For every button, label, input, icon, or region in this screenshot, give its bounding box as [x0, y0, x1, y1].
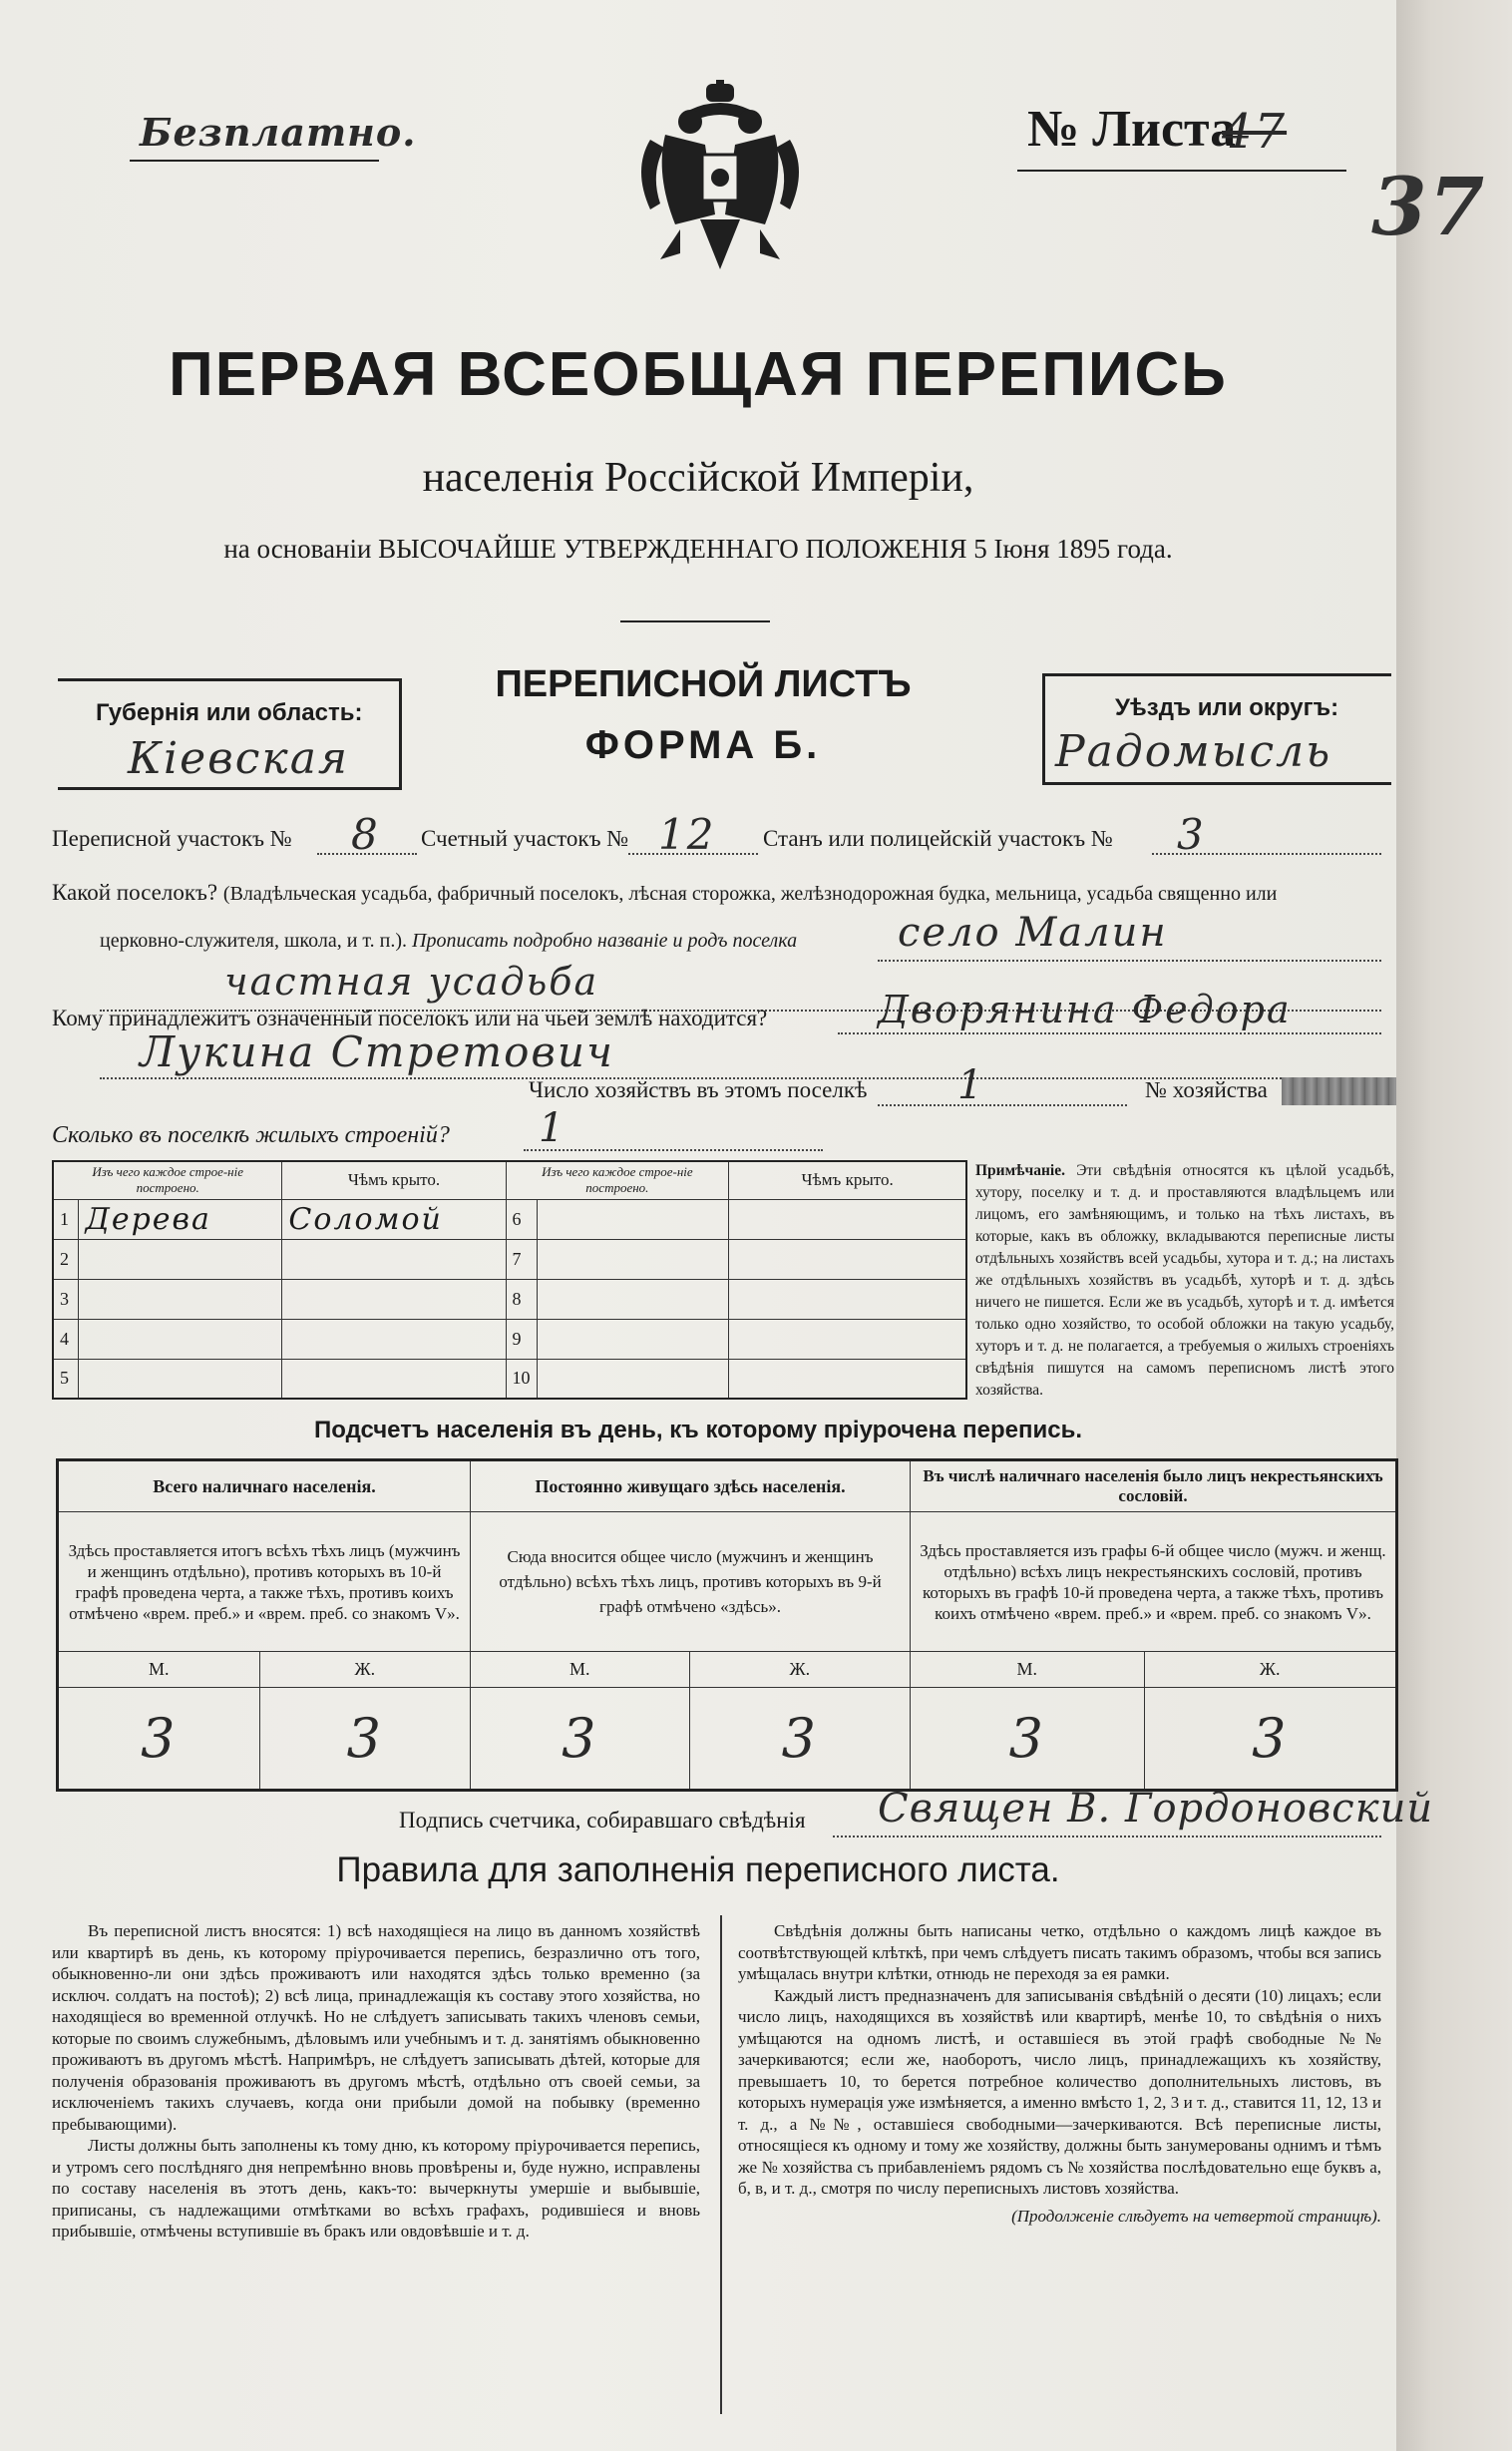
buildings-roof — [282, 1359, 506, 1399]
tally-f-header: Ж. — [1144, 1652, 1397, 1688]
rules-right-paragraph: Свѣдѣнія должны быть написаны четко, отдѣльно о каждомъ лицѣ каждое въ соотвѣтствующей клѣткѣ, при чемъ слѣдуетъ писать такимъ образомъ, чтобы вся запись умѣщалась внутри клѣтки, отнюдь не переходя за ея рамки. — [738, 1921, 1381, 1983]
buildings-row-number: 5 — [53, 1359, 79, 1399]
buildings-roof — [282, 1239, 506, 1279]
sheet-number-underline — [1017, 170, 1346, 172]
rules-left-column — [52, 1920, 700, 2243]
buildings-row-number: 4 — [53, 1319, 79, 1359]
district-box — [1042, 673, 1391, 785]
buildings-row-number: 10 — [506, 1359, 537, 1399]
province-box — [58, 678, 402, 790]
buildings-row — [53, 1359, 966, 1399]
buildings-value: 1 — [539, 1105, 567, 1151]
free-underline — [130, 160, 379, 162]
tally-col1-title: Всего наличнаго населенія. — [58, 1460, 471, 1512]
buildings-row-number: 8 — [506, 1279, 537, 1319]
col-material-header: Изъ чего каждое строе-ніе построено. — [53, 1161, 282, 1199]
households-value: 1 — [957, 1062, 985, 1108]
tally-value: 3 — [471, 1688, 689, 1791]
tally-value: 3 — [689, 1688, 910, 1791]
buildings-roof — [729, 1199, 966, 1239]
settlement-question: Какой поселокъ? (Владѣльческая усадьба, фабричный поселокъ, лѣсная сторожка, желѣзнодорожная будка, мельница, усадьба священно или — [52, 880, 1278, 905]
rules-right-column — [738, 1920, 1381, 2227]
tally-col2-desc: Сюда вносится общее число (мужчинъ и женщинъ отдѣльно) всѣхъ тѣхъ лицъ, противъ которыхъ въ 9-й графѣ отмѣчено «здѣсь». — [471, 1512, 911, 1652]
corner-note: 37 — [1371, 160, 1487, 253]
buildings-material — [537, 1279, 729, 1319]
buildings-material: Дерева — [79, 1199, 282, 1239]
district-label: Уѣздъ или округъ: — [1115, 694, 1339, 721]
settlement-hint: церковно-служителя, школа, и т. п.). Прописать подробно названіе и родъ поселка — [100, 930, 798, 952]
buildings-row-number: 1 — [53, 1199, 79, 1239]
buildings-row — [53, 1279, 966, 1319]
sheet-title: ПЕРЕПИСНОЙ ЛИСТЪ — [495, 663, 912, 705]
rules-right-paragraph: Каждый листъ предназначенъ для записыванія свѣдѣній о десяти (10) лицахъ; если число лицъ, находящихся въ хозяйствѣ или квартирѣ, менѣе 10, то свѣдѣнія о нихъ умѣщаются на одномъ листѣ, и оставшіеся въ этой графѣ свободные №№ зачеркиваются; если же, наоборотъ, число лицъ, принадлежащихъ къ хозяйству, превышаетъ 10, то берется потребное количество дополнительныхъ листовъ, въ которыхъ нумерація уже измѣняется, а именно вмѣсто 1, 2, 3 и т. д., ставится 11, 12, 13 и т. д., а №№, оставшіеся свободными—зачеркиваются. Всѣ переписные листы, относящіеся къ одному и тому же хозяйству, должны быть занумерованы однимъ и тѣмъ же № хозяйства съ прибавленіемъ рядомъ съ № хозяйства послѣдовательно еще буквъ а, б, в, и т. д., смотря по числу переписныхъ листовъ хозяйства. — [738, 1985, 1381, 2198]
tally-heading: Подсчетъ населенія въ день, къ которому пріурочена перепись. — [314, 1417, 1082, 1443]
buildings-roof — [729, 1319, 966, 1359]
buildings-material — [79, 1319, 282, 1359]
rules-left-paragraph: Въ переписной листъ вносятся: 1) всѣ находящіеся на лицо въ данномъ хозяйствѣ или квартирѣ въ день, къ которому пріурочивается перепись, безразлично отъ того, обыкновенно-ли они здѣсь проживаютъ или находятся здѣсь только временно (за исключ. солдатъ на постоѣ); 2) всѣ лица, принадлежащія къ составу этого хозяйства, но находящіеся во временной отлучкѣ. Но не слѣдуетъ записывать такихъ членовъ семьи, которые по своимъ служебнымъ, дѣловымъ или учебнымъ и т. д. занятіямъ обыкновенно проживаютъ въ другомъ мѣстѣ. Напримѣръ, не слѣдуетъ записывать дѣтей, которые для полученія образованія проживаютъ въ другомъ мѣстѣ, отдѣльно отъ своей семьи, за исключеніемъ такихъ случаевъ, когда они прибыли домой на побывку (временно пребывающими). — [52, 1921, 700, 2134]
buildings-material — [537, 1239, 729, 1279]
camp-value: 3 — [1177, 810, 1206, 859]
sheet-form: ФОРМА Б. — [584, 723, 822, 767]
tally-col3-title: Въ числѣ наличнаго населенія было лицъ некрестьянскихъ сословій. — [911, 1460, 1397, 1512]
buildings-label: Сколько въ поселкѣ жилыхъ строеній? — [52, 1122, 450, 1148]
buildings-row-number: 9 — [506, 1319, 537, 1359]
note — [975, 1160, 1394, 1402]
divider — [620, 620, 770, 622]
note-heading: Примѣчаніе. — [975, 1162, 1065, 1179]
buildings-material — [537, 1199, 729, 1239]
buildings-row — [53, 1199, 966, 1239]
tally-value: 3 — [259, 1688, 471, 1791]
page-edge — [1396, 0, 1512, 2451]
sheet-number-value: 47 — [1222, 104, 1288, 160]
district-value: Радомысль — [1055, 726, 1332, 777]
camp-label: Станъ или полицейскій участокъ № — [763, 826, 1113, 851]
buildings-row-number: 2 — [53, 1239, 79, 1279]
settlement-value-2: частная усадьба — [224, 960, 599, 1004]
buildings-row-number: 3 — [53, 1279, 79, 1319]
sheet-number-label: № Листа — [1027, 101, 1237, 158]
buildings-roof — [729, 1279, 966, 1319]
rules-continued: (Продолженіе слѣдуетъ на четвертой страницѣ). — [1011, 2206, 1381, 2226]
note-text: Эти свѣдѣнія относятся къ цѣлой усадьбѣ, хутору, поселку и т. д. и проставляются владѣльцемъ или лицомъ, его замѣняющимъ, и только на тѣхъ листахъ, въ которые, какъ въ обложку, вкладываются переписные листы отдѣльныхъ хозяйствъ всей усадьбы, хутора и т. д.; на листахъ же отдѣльныхъ хозяйствъ въ усадьбѣ, хуторѣ и т. д. здѣсь ничего не пишется. Если же въ усадьбѣ, хуторѣ и т. д. имѣется только одно хозяйство, то особой обложки на такую усадьбу, хуторъ и т. д. не полагается, а требуемыя о жилыхъ строеніяхъ свѣдѣнія пишутся на самомъ переписномъ листѣ этого хозяйства. — [975, 1162, 1394, 1399]
buildings-row-number: 6 — [506, 1199, 537, 1239]
buildings-row — [53, 1239, 966, 1279]
buildings-material — [79, 1359, 282, 1399]
col-roof-header: Чѣмъ крыто. — [282, 1161, 506, 1199]
province-value: Кіевская — [128, 733, 350, 784]
rules-left-paragraph: Листы должны быть заполнены къ тому дню, къ которому пріурочивается перепись, и утромъ сего послѣдняго дня непремѣнно вновь провѣрены и, буде нужно, исправлены по составу населенія въ этотъ день, какъ-то: вычеркнуты умершіе и выбывшіе, приписаны, съ надлежащими отмѣтками во всѣхъ графахъ, родившіеся и вновь прибывшіе, отмѣчены вступившіе въ бракъ или овдовѣвшіе и т. д. — [52, 2136, 700, 2241]
buildings-roof — [729, 1239, 966, 1279]
household-number-label: № хозяйства — [1145, 1077, 1268, 1102]
tally-col3-desc: Здѣсь проставляется изъ графы 6-й общее число (мужч. и женщ. отдѣльно) всѣхъ лицъ некрестьянскихъ сословій, противъ которыхъ въ графѣ 10-й проведена черта, а также тѣхъ, противъ коихъ отмѣчено «врем. преб.» и «врем. преб. со знакомъ V». — [911, 1512, 1397, 1652]
tally-col1-desc: Здѣсь проставляется итогъ всѣхъ тѣхъ лицъ (мужчинъ и женщинъ отдѣльно), противъ которыхъ въ 10-й графѣ проведена черта, а также тѣхъ, противъ коихъ отмѣчено «врем. преб.» и «врем. преб. со знакомъ V». — [58, 1512, 471, 1652]
tally-m-header: М. — [58, 1652, 260, 1688]
signature-value: Священ В. Гордоновский — [878, 1786, 1434, 1832]
col-material-header-2: Изъ чего каждое строе-ніе построено. — [506, 1161, 729, 1199]
tally-m-header: М. — [471, 1652, 689, 1688]
households-label: Число хозяйствъ въ этомъ поселкѣ — [529, 1077, 868, 1102]
buildings-roof — [282, 1279, 506, 1319]
owner-label: Кому принадлежитъ означенный поселокъ или на чьей землѣ находится? — [52, 1006, 768, 1030]
buildings-material — [79, 1279, 282, 1319]
owner-value-2: Лукина Стретович — [140, 1027, 615, 1076]
tally-f-header: Ж. — [259, 1652, 471, 1688]
household-number-redacted — [1282, 1077, 1396, 1105]
document-basis: на основаніи ВЫСОЧАЙШЕ УТВЕРЖДЕННАГО ПОЛОЖЕНІЯ 5 Іюня 1895 года. — [223, 534, 1173, 564]
tally-col2-title: Постоянно живущаго здѣсь населенія. — [471, 1460, 911, 1512]
owner-value-1: Дворянина Федора — [878, 988, 1292, 1031]
document-title: ПЕРВАЯ ВСЕОБЩАЯ ПЕРЕПИСЬ — [169, 340, 1228, 409]
imperial-eagle-icon — [620, 80, 820, 279]
buildings-row-number: 7 — [506, 1239, 537, 1279]
province-label: Губернія или область: — [96, 699, 363, 726]
settlement-value-1: село Малин — [898, 910, 1168, 956]
census-area-value: 8 — [351, 810, 380, 859]
tally-f-header: Ж. — [689, 1652, 910, 1688]
tally-m-header: М. — [911, 1652, 1145, 1688]
col-roof-header-2: Чѣмъ крыто. — [729, 1161, 966, 1199]
buildings-roof — [729, 1359, 966, 1399]
rules-heading: Правила для заполненія переписного листа. — [336, 1850, 1060, 1889]
document-subtitle: населенія Россійской Имперіи, — [422, 455, 974, 501]
count-area-value: 12 — [658, 810, 716, 859]
buildings-material — [79, 1239, 282, 1279]
buildings-material — [537, 1319, 729, 1359]
rules-column-divider — [720, 1915, 722, 2414]
tally-value: 3 — [1144, 1688, 1397, 1791]
tally-value: 3 — [911, 1688, 1145, 1791]
buildings-row — [53, 1319, 966, 1359]
buildings-material — [537, 1359, 729, 1399]
signature-label: Подпись счетчика, собиравшаго свѣдѣнія — [399, 1808, 806, 1833]
tally-value: 3 — [58, 1688, 260, 1791]
census-area-label: Переписной участокъ № — [52, 826, 292, 851]
tally-table — [56, 1458, 1398, 1792]
free-label: Безплатно. — [140, 110, 417, 155]
buildings-table — [52, 1160, 967, 1400]
count-area-label: Счетный участокъ № — [421, 826, 629, 851]
buildings-roof: Соломой — [282, 1199, 506, 1239]
buildings-roof — [282, 1319, 506, 1359]
